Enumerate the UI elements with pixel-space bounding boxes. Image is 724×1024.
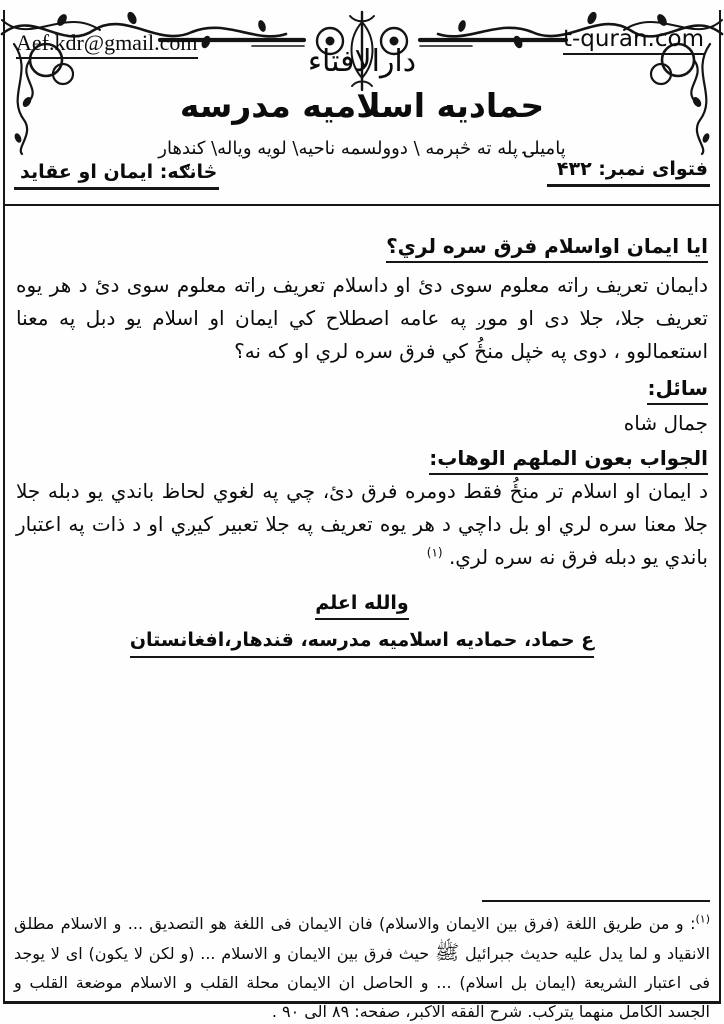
- madrasa-address: پاميلۍ پله ته څېرمه \ دوولسمه ناحيه\ لويه وياله\ كندهار: [158, 138, 566, 159]
- website-link[interactable]: t-quran.com: [563, 26, 704, 55]
- footnote-ref-marker: (۱): [426, 545, 443, 560]
- email-link[interactable]: Aef.kdr@gmail.com: [16, 30, 198, 59]
- darulifta-title: دارالافتاء: [307, 44, 417, 79]
- closing-block: [0, 592, 724, 658]
- answer-heading: الجواب بعون الملهم الوهاب:: [16, 442, 708, 475]
- footnote-section: [5, 900, 719, 1024]
- section-label: څانګه: ايمان او عقايد: [14, 161, 219, 190]
- signature-line: ع حماد، حماديه اسلاميه مدرسه، قندهار،افغانستان: [130, 629, 594, 658]
- footnote-text: [14, 909, 710, 1024]
- madrasa-name-title: حماديه اسلاميه مدرسه: [179, 86, 545, 125]
- asker-label: سائل:: [16, 372, 708, 405]
- question-text: دايمان تعريف راته معلوم سوى دئ او داسلام تعريف راته معلوم سوى دئ د هر يوه تعريف جلا، جلا دى او موږ په عامه اصطلاح كي ايمان او اسلام يو دبل په معنا استعمالوو ، دوى په خپل منځُ كي فرق سره لري او كه نه؟: [16, 273, 708, 363]
- closing-phrase: والله اعلم: [315, 592, 409, 620]
- footnote-separator: [482, 900, 710, 902]
- fatwa-body: [5, 206, 719, 574]
- footnote-text-part1: : و من طريق اللغة (فرق بين الايمان والاسلام) فان الايمان فى اللغة هو التصديق ... و الاسلام مطلق الانقياد و لما يدل عليه حديث جبرائيل: [14, 914, 710, 963]
- fatwa-number: فتوای نمبر: ۴۳۲: [547, 158, 710, 187]
- answer-text: [16, 475, 708, 574]
- question-heading: ايا ايمان اواسلام فرق سره لري؟: [16, 230, 708, 263]
- pbuh-calligraphy-icon: ﷺ: [434, 940, 460, 964]
- answer-text-span: د ايمان او اسلام تر منځُ فقط دومره فرق دئ، چي په لغوي لحاظ باندي يو دبله جلا جلا معنا سره لري او بل داچي د هر يوه تعريف په جلا تعبير كيږي او د ذات په اعتبار باندي يو دبله فرق نه سره لري.: [16, 479, 708, 569]
- footnote-text-part2: حيث فرق بين الايمان و الاسلام ... (و لكن لا يكون) اى لا يوجد فى اعتبار الشريعة (ايمان بل اسلام) ... و الحاصل ان الايمان محلة القلب و الاسلام موضعة القلب و الجسد الكامل منهما يتركب. شرح الفقه الاكبر، صفحه: ۸۹ الى ۹۰ .: [14, 944, 710, 1021]
- footnote-number: (۱): [695, 912, 710, 926]
- top-border-flourish-icon: [0, 0, 724, 158]
- asker-name: جمال شاه: [623, 411, 708, 435]
